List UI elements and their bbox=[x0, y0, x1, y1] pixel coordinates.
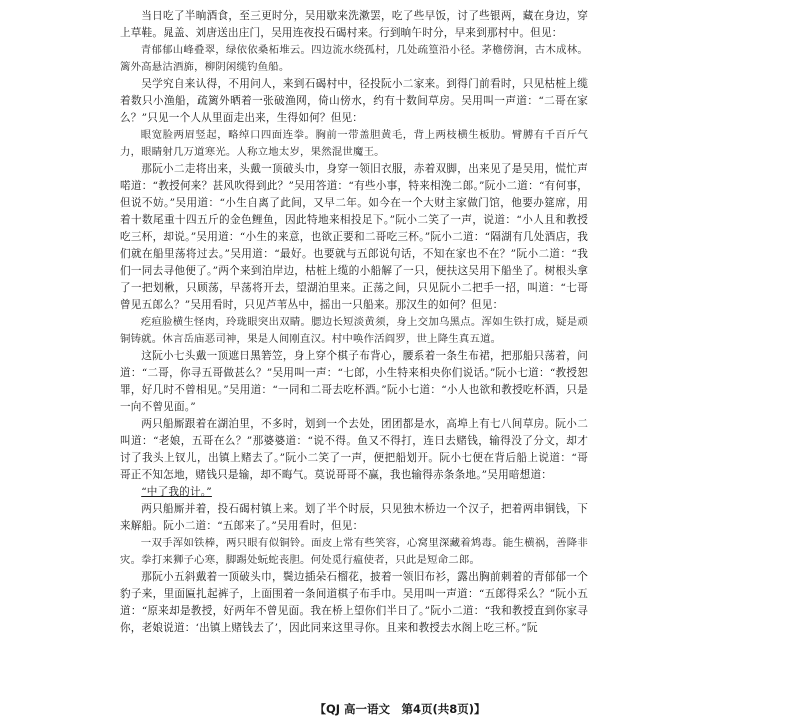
body-paragraph: 吴学究自来认得，不用问人，来到石碣村中，径投阮小二家来。到得门前看时，只见枯桩上缆着数只小渔船，疏篱外晒着一张破渔网，倚山傍水，约有十数间草房。吴用叫一声道：“二哥在家么？”只见一个人从里面走出来，生得如何？但见： bbox=[120, 78, 588, 124]
verse-paragraph: 青郁郁山峰叠翠，绿依依桑柘堆云。四边流水绕孤村，几处疏篁沿小径。茅檐傍涧，古木成林。篱外高悬沽酒旆，柳阴闲缆钓鱼船。 bbox=[120, 44, 588, 73]
body-paragraph bbox=[120, 484, 588, 501]
body-paragraph: 这阮小七头戴一顶遮日黑箬笠，身上穿个棋子布背心，腰系着一条生布裙，把那船只荡着，问道：“二哥，你寻五哥做甚么？”吴用叫一声：“七郎，小生特来相央你们说话。”阮小七道：“教授恕罪，好几时不曾相见。”吴用道：“一同和二哥去吃杯酒。”阮小七道：“小人也欲和教授吃杯酒，只是一向不曾见面。” bbox=[120, 350, 588, 413]
body-paragraph: 那阮小五斜戴着一顶破头巾，鬓边插朵石榴花，披着一领旧布衫，露出胸前刺着的青郁郁一个豹子来，里面匾扎起裤子，上面围着一条间道棋子布手巾。吴用叫一声道：“五郎得采么？”阮小五道：“原来却是教授，好两年不曾见面。我在桥上望你们半日了。”阮小二道：“我和教授直到你家寻你，老娘说道：‘出镇上赌钱去了’，因此同来这里寻你。且来和教授去水阁上吃三杯。”阮 bbox=[120, 571, 588, 634]
underlined-text: “中了我的计。” bbox=[141, 486, 212, 498]
verse-paragraph: 眼宽脸两眉竖起，略绰口四面连拳。胸前一带盖胆黄毛，背上两枝横生板肋。臂膊有千百斤气力，眼睛射几万道寒光。人称立地太岁，果然混世魔王。 bbox=[120, 129, 588, 158]
body-paragraph: 两只船厮跟着在湖泊里，不多时，划到一个去处，团团都是水，高埠上有七八间草房。阮小二叫道：“老娘，五哥在么？”那婆婆道：“说不得。鱼又不得打，连日去赌钱，输得没了分文，却才讨了我头上钗儿，出镇上赌去了。”阮小二笑了一声，便把船划开。阮小七便在背后船上说道：“哥哥正不知怎地，赌钱只是输，却不晦气。莫说哥哥不赢，我也输得赤条条地。”吴用暗想道： bbox=[120, 418, 588, 481]
body-paragraph: 两只船厮并着，投石碣村镇上来。划了半个时辰，只见独木桥边一个汉子，把着两串铜钱，下来解船。阮小二道：“五郎来了。”吴用看时，但见： bbox=[120, 503, 588, 532]
verse-paragraph: 一双手浑如铁棒，两只眼有似铜铃。面皮上常有些笑容，心窝里深藏着鸩毒。能生横祸，善降非灾。拳打来狮子心寒，脚踢处蚖蛇丧胆。何处觅行瘟使者，只此是短命二郎。 bbox=[120, 537, 588, 566]
page-footer: 【QJ 高一语文 第4页(共8页)】 bbox=[314, 702, 486, 716]
body-paragraph: 当日吃了半晌酒食，至三更时分，吴用歇来洗漱罢，吃了些早饭，讨了些银两，藏在身边，穿上草鞋。晁盖、刘唐送出庄门，吴用连夜投石碣村来。行到晌午时分，早来到那村中。但见： bbox=[120, 10, 588, 39]
verse-paragraph: 疙疸脸横生怪肉，玲珑眼突出双睛。腮边长短淡黄须，身上交加乌黑点。浑如生铁打成，疑是顽铜铸就。休言岳庙恶司神，果是人间刚直汉。村中唤作活阎罗，世上降生真五道。 bbox=[120, 316, 588, 345]
body-paragraph: 那阮小二走将出来，头戴一顶破头巾，身穿一领旧衣服，赤着双脚，出来见了是吴用，慌忙声喏道：“教授何来？甚风吹得到此？”吴用答道：“有些小事，特来相浼二郎。”阮小二道：“有何事，但说不妨。”吴用道：“小生自离了此间，又早二年。如今在一个大财主家做门馆，他要办筵席，用着十数尾重十四五斤的金色鲤鱼，因此特地来相投足下。”阮小二笑了一声，说道：“小人且和教授吃三杯，却说。”吴用道：“小生的来意，也欲正要和二哥吃三杯。”阮小二道：“隔湖有几处酒店，我们就在船里荡将过去。”吴用道：“最好。也要就与五郎说句话，不知在家也不在？”阮小二道：“我们一同去寻他便了。”两个来到泊岸边，枯桩上缆的小船解了一只，便扶这吴用下船坐了。树根头拿了一把划楸，只顾荡，早荡将开去，望湖泊里来。正荡之间，只见阮小二把手一招，叫道：“七哥曾见五郎么？”吴用看时，只见芦苇丛中，摇出一只船来。那汉生的如何？但见： bbox=[120, 163, 588, 311]
text-column bbox=[120, 8, 588, 637]
